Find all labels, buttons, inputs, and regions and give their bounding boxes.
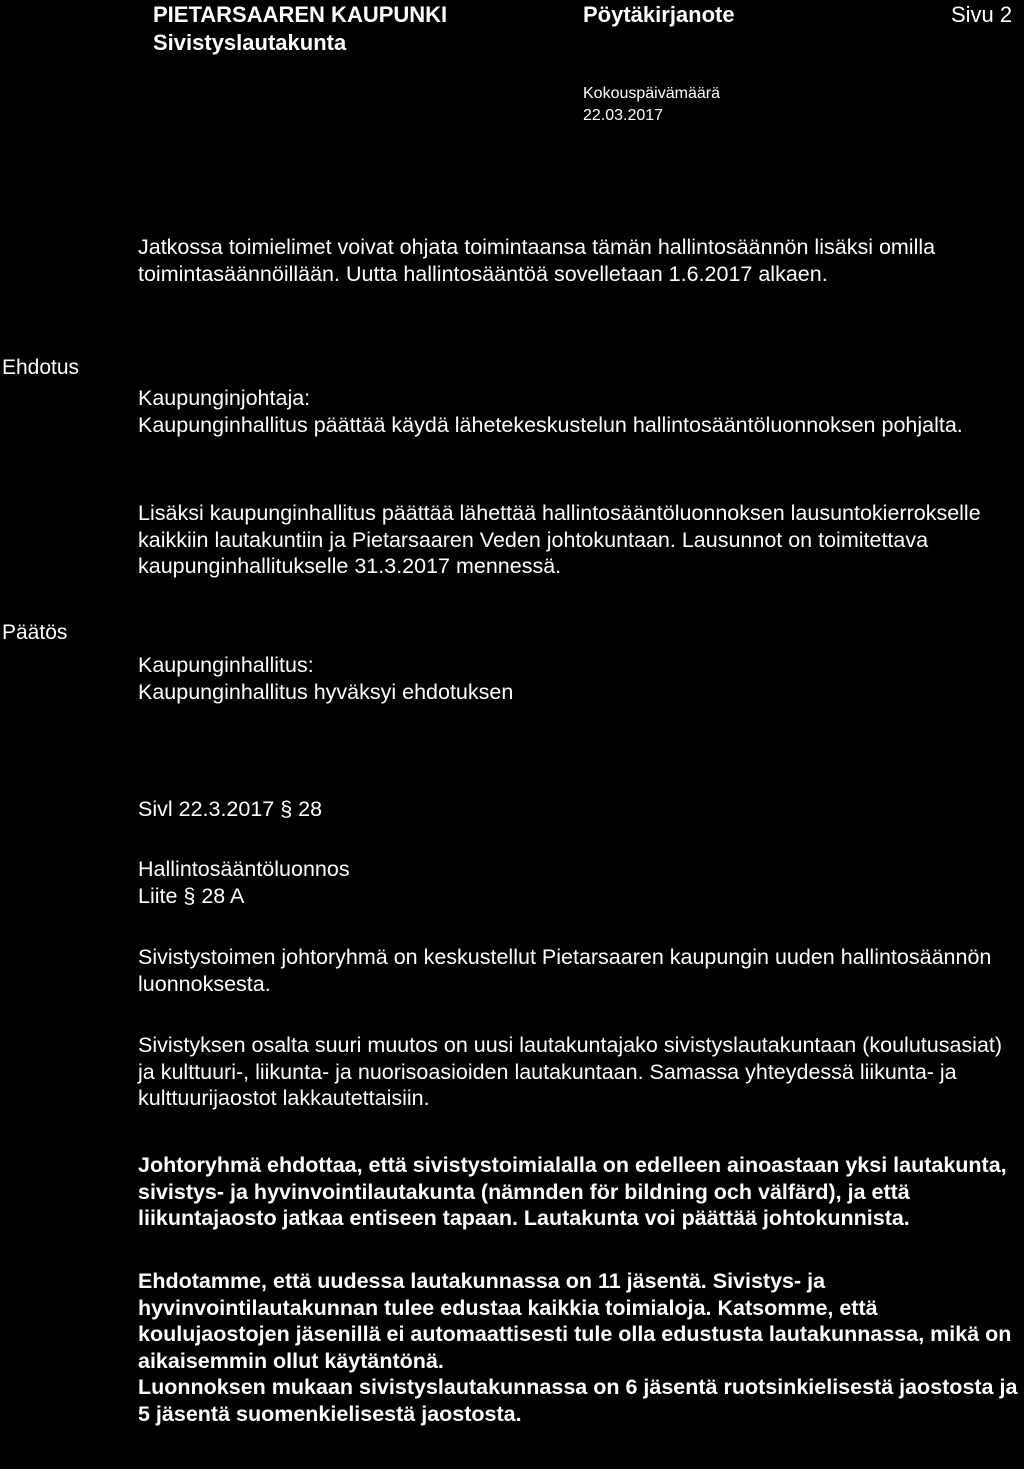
paragraph-section-ref: Sivl 22.3.2017 § 28: [138, 797, 323, 821]
document-type: Pöytäkirjanote: [583, 2, 735, 27]
side-label-decision: Päätös: [2, 621, 68, 644]
side-label-proposal: Ehdotus: [2, 356, 80, 379]
paragraph-referral-round: Lisäksi kaupunginhallitus päättää lähettää hallintosääntöluonnoksen lausuntokierrokselle kaikkiin lautakuntiin ja Pietarsaaren Veden johtokuntaan. Lausunnot on toimitettava kaupunginhallitukselle 31.3.2017 mennessä.: [138, 501, 981, 578]
paragraph-management-proposal: Johtoryhmä ehdottaa, että sivistystoimialalla on edelleen ainoastaan yksi lautakunta, sivistys- ja hyvinvointilautakunta (nämnden för bildning och välfärd), ja että liikuntajaosto jatkaa entiseen tapaan. Lautakunta voi päättää johtokunnista.: [138, 1153, 1007, 1230]
meeting-date-label: Kokouspäivämäärä: [583, 85, 720, 102]
paragraph-rules-intro: Jatkossa toimielimet voivat ohjata toimintaansa tämän hallintosäännön lisäksi omilla toimintasäännöillään. Uutta hallintosääntöä sovelletaan 1.6.2017 alkaen.: [138, 235, 936, 286]
paragraph-board-decision: Kaupunginhallitus: Kaupunginhallitus hyväksyi ehdotuksen: [138, 653, 514, 704]
paragraph-committee-change: Sivistyksen osalta suuri muutos on uusi lautakuntajako sivistyslautakuntaan (koulutusasiat) ja kulttuuri-, liikunta- ja nuorisoasioiden lautakuntaan. Samassa yhteydessä liikunta- ja kulttuurijaostot lakkautettaisiin.: [138, 1033, 1003, 1110]
organization-name: PIETARSAAREN KAUPUNKI: [153, 2, 448, 27]
paragraph-mayor-proposal: Kaupunginjohtaja: Kaupunginhallitus päättää käydä lähetekeskustelun hallintosääntöluonnoksen pohjalta.: [138, 386, 963, 437]
paragraph-management-discussion: Sivistystoimen johtoryhmä on keskustellut Pietarsaaren kaupungin uuden hallintosäännön luonnoksesta.: [138, 945, 992, 996]
paragraph-member-count-proposal: Ehdotamme, että uudessa lautakunnassa on 11 jäsentä. Sivistys- ja hyvinvointilautakunnan tulee edustaa kaikkia toimialoja. Katsomme, että koulujaostojen jäsenillä ei automaattisesti tule olla edustusta lautakunnassa, mikä on aikaisemmin ollut käytäntönä. Luonnoksen mukaan sivistyslautakunnassa on 6 jäsentä ruotsinkielisestä jaostosta ja 5 jäsentä suomenkielisestä jaostosta.: [138, 1269, 1018, 1426]
meeting-date: 22.03.2017: [583, 107, 664, 124]
committee-name: Sivistyslautakunta: [153, 30, 347, 55]
paragraph-attachment: Hallintosääntöluonnos Liite § 28 A: [138, 857, 350, 908]
page-number: Sivu 2: [951, 2, 1013, 27]
